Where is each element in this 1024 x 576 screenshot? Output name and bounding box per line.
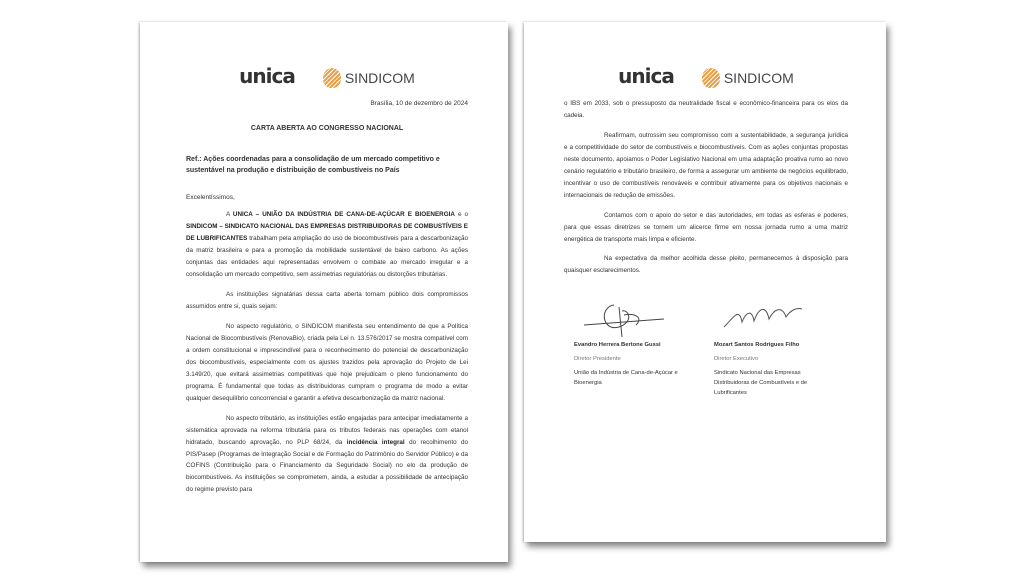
paragraph-commitments: As instituições signatárias dessa carta aberta tornam público dois compromissos assumidos entre si, quais sejam: <box>186 291 468 311</box>
unica-logo: unica <box>239 64 295 88</box>
header-logos <box>564 48 848 88</box>
signatory-org: Sindicato Nacional das Empresas Distribuidoras de Combustíveis e de Lubrificantes <box>714 370 808 396</box>
signature-scribble-icon <box>714 297 824 337</box>
paragraph-tax <box>186 413 468 497</box>
signatory-role: Diretor Executivo <box>714 356 759 363</box>
signatory-name: Mozart Santos Rodrigues Filho <box>714 342 800 349</box>
text: e o <box>454 211 468 219</box>
bold-text: incidência integral <box>346 438 405 446</box>
paragraph-support: Contamos com o apoio do setor e das autoridades, em todas as esferas e poderes, para que essas diretrizes se tornem um alicerce firme em nossa jornada rumo a uma matriz energética de transporte mais limpa e eficiente. <box>564 211 848 243</box>
sindicom-flame-icon <box>323 68 341 88</box>
letter-reference: Ref.: Ações coordenadas para a consolidação de um mercado competitivo e sustentável na produção e distribuição de combustíveis no País <box>186 156 440 175</box>
greeting: Excelentíssimos, <box>186 194 235 202</box>
letter-date: Brasília, 10 de dezembro de 2024 <box>370 100 468 107</box>
unica-logo: unica <box>618 64 674 88</box>
signature-scribble-icon <box>574 297 684 337</box>
sindicom-name: SINDICOM – SINDICATO NACIONAL DAS EMPRESAS DISTRIBUIDORAS DE COMBUSTÍVEIS E DE LUBRIFICANTES <box>186 223 468 243</box>
signatory-name: Evandro Herrera Bertone Gussi <box>574 342 661 349</box>
text: No aspecto tributário, as instituições estão engajadas para antecipar imediatamente a sistemática aprovada na reforma tributária para os tributos federais nas operações com etanol hidratado, buscando aprovação, no PLP 68/24, da <box>186 414 468 446</box>
signatory-role: Diretor Presidente <box>574 356 621 363</box>
sindicom-flame-icon <box>702 68 720 88</box>
header-logos <box>186 48 468 88</box>
signatory-unica <box>574 297 684 398</box>
sindicom-logo <box>702 68 794 88</box>
sindicom-logo <box>323 68 415 88</box>
sindicom-logo-text: SINDICOM <box>723 70 794 86</box>
text: do recolhimento do PIS/Pasep (Programas de Integração Social e de Formação do Patrimônio do Servidor Público) e da COFINS (Contribuição para o Financiamento da Seguridade Social) no elo da produção de biocombustíveis. As instituições se comprometem, ainda, a estudar a possibilidade de antecipação do regime previsto para <box>186 438 469 494</box>
letter-title: CARTA ABERTA AO CONGRESSO NACIONAL <box>250 125 404 132</box>
sindicom-logo-text: SINDICOM <box>344 70 415 86</box>
paragraph-reaffirm: Reafirmam, outrossim seu compromisso com a sustentabilidade, a segurança jurídica e a competitividade do setor de combustíveis e biocombustíveis. Com as ações conjuntas propostas neste documento, apoiamos o Poder Legislativo Nacional em uma adaptação proativa rumo ao novo cenário regulatório e tributário brasileiro, de forma a assegurar um ambiente de negócios equilibrado, incentivar o uso de combustíveis renováveis e contribuir ativamente para os objetivos nacionais e internacionais de redução de emissões. <box>564 131 848 199</box>
paragraph-intro <box>186 209 468 281</box>
letter-page-2 <box>524 22 886 542</box>
text: trabalham pela ampliação do uso de biocombustíveis para a descarbonização da matriz brasileira e para a promoção da mobilidade sustentável de baixo carbono. As ações conjuntas das entidades aqui representadas envolvem o combate ao mercado irregular e a consolidação um mercado competitivo, sem assimetrias regulatórias ou distorções tributárias. <box>186 235 468 279</box>
paragraph-continuation: o IBS em 2033, sob o pressuposto da neutralidade fiscal e econômico-financeira para os elos da cadeia. <box>564 100 848 119</box>
signatory-sindicom <box>714 297 824 398</box>
paragraph-closing: Na expectativa da melhor acolhida desse pleito, permanecemos à disposição para quaisquer esclarecimentos. <box>564 255 848 275</box>
letter-page-1 <box>140 22 508 562</box>
signatures <box>564 297 848 398</box>
text: A <box>226 211 233 219</box>
paragraph-regulatory: No aspecto regulatório, o SINDICOM manifesta seu entendimento de que a Política Nacional de Biocombustíveis (RenovaBio), criada pela Lei n. 13.576/2017 se mostra compatível com a ordem constitucional e imprescindível para o reconhecimento do potencial de descarbonização dos biocombustíveis, especialmente com os ajustes trazidos pela aprovação do Projeto de Lei 3.149/20, que evitará assimetrias competitivas que hoje prejudicam o pleno funcionamento do programa. É fundamental que todas as distribuidoras cumpram o programa de modo a evitar qualquer desequilíbrio concorrencial e garantir a efetiva descarbonização da matriz nacional. <box>186 323 468 402</box>
unica-name: UNICA – UNIÃO DA INDÚSTRIA DE CANA-DE-AÇÚCAR E BIOENERGIA <box>232 211 455 219</box>
signatory-org: União da Indústria de Cana-de-Açúcar e Bioenergia <box>574 370 678 386</box>
